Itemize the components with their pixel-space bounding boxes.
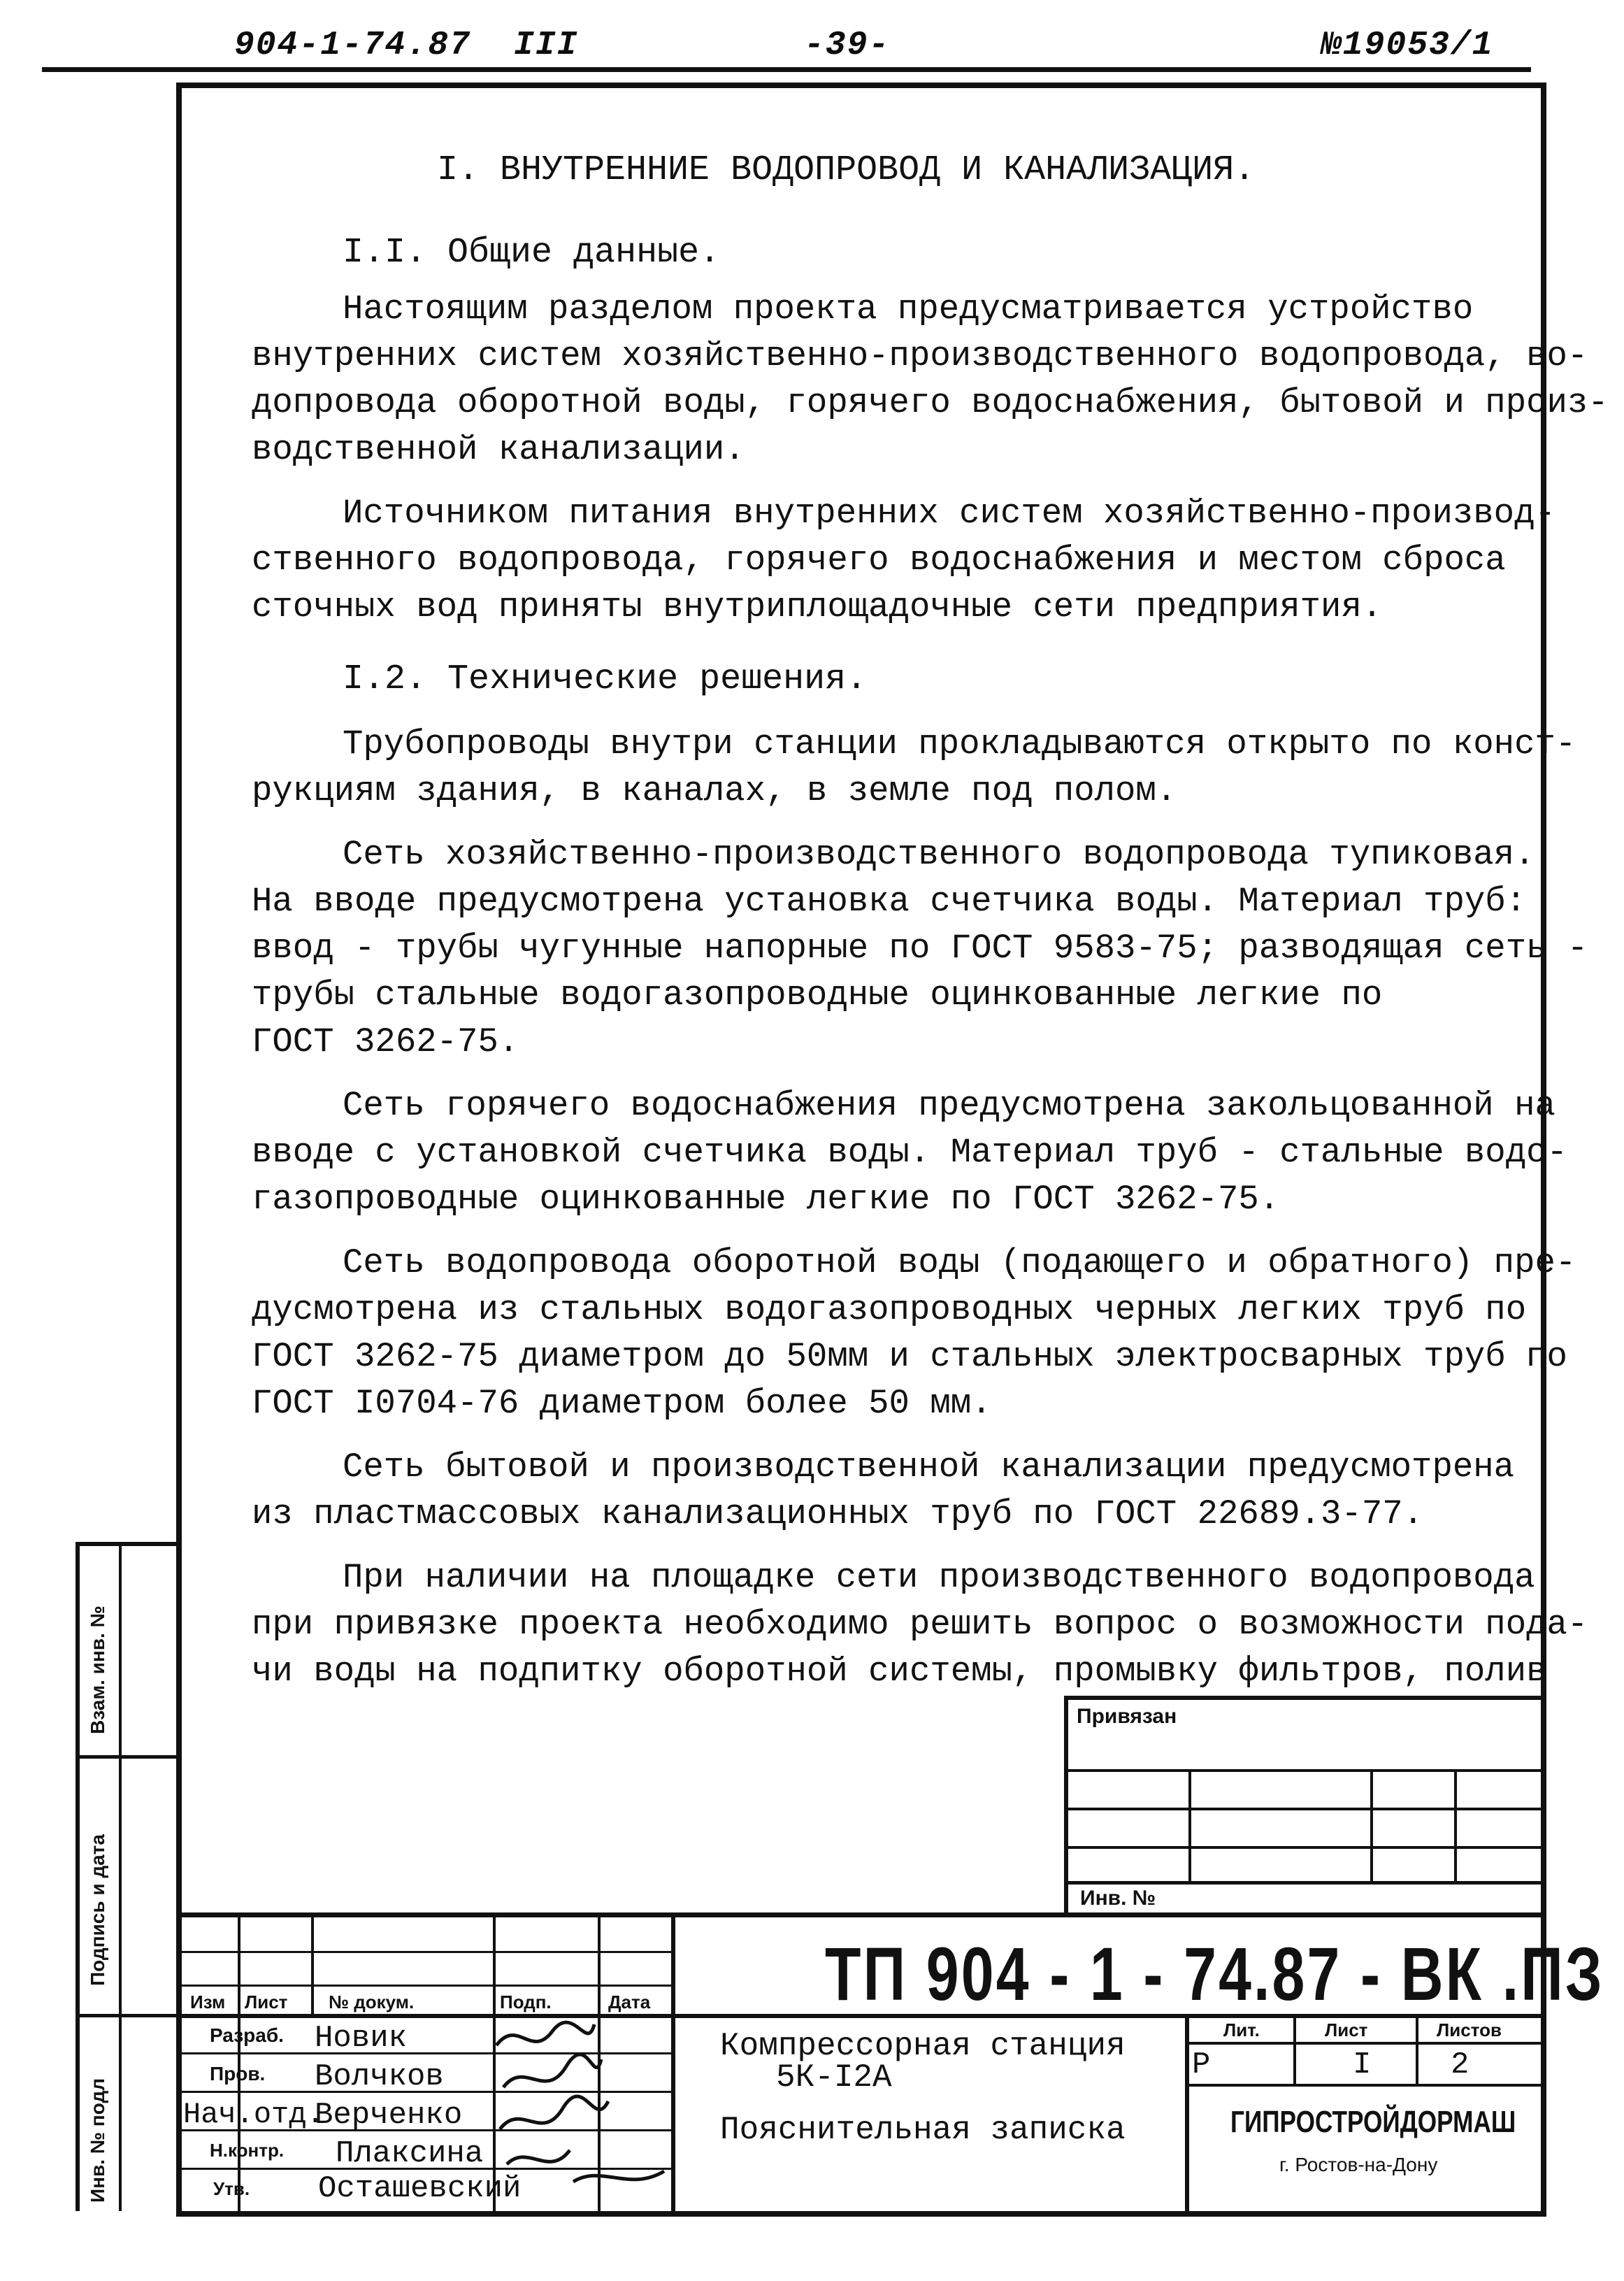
document-title: Пояснительная записка [720,2112,1126,2148]
header-inventory-number: №19053/1 [1321,27,1494,64]
side-label-original-inv: Инв. № подл [87,2078,108,2203]
header-doc-code: 904-1-74.87 [234,27,471,64]
sheets-label: Листов [1437,2019,1502,2040]
paragraph-line: рукциям здания, в каналах, в земле под полом. [252,771,1177,810]
paragraph-line: Настоящим разделом проекта предусматривается устройство [343,289,1474,329]
header-page-number: -39- [804,27,891,64]
paragraph-line: вводе с установкой счетчика воды. Материал труб - стальные водо- [252,1133,1567,1172]
paragraph-line: Источником питания внутренних систем хозяйственно-производ- [343,494,1555,533]
paragraph-line: при привязке проекта необходимо решить вопрос о возможности пода- [252,1605,1588,1644]
paragraph-line: Сеть хозяйственно-производственного водопровода тупиковая. [343,835,1535,874]
privyazan-box-rule [1064,1808,1546,1810]
side-stamp-rule [76,1755,182,1759]
paragraph-line: дусмотрена из стальных водогазопроводных черных легких труб по [252,1290,1527,1329]
document-number: ТП 904 - 1 - 74.87 - ВК .ПЗ [825,1931,1604,2016]
role-checker: Пров. [210,2063,266,2085]
side-stamp-rule [76,2014,182,2017]
privyazan-box-rule [1370,1769,1373,1881]
paragraph-line: Сеть бытовой и производственной канализации предусмотрена [343,1447,1515,1487]
paragraph-line: внутренних систем хозяйственно-производственного водопровода, во- [252,336,1588,376]
title-block-rule [1185,2042,1546,2045]
paragraph-line: водственной канализации. [252,430,745,469]
side-label-sign-date: Подпись и дата [87,1834,108,1986]
sheet-label: Лист [1325,2019,1368,2040]
stage-value: Р [1192,2047,1211,2082]
paragraph-line: газопроводные оцинкованные легкие по ГОСТ 3262-75. [252,1180,1280,1219]
paragraph-line: ГОСТ I0704-76 диаметром более 50 мм. [252,1384,992,1423]
section-title: I. ВНУТРЕННИЕ ВОДОПРОВОД И КАНАЛИЗАЦИЯ. [437,150,1256,190]
col-header-date: Дата [608,1992,651,2012]
col-header-sheet: Лист [245,1992,288,2012]
privyazan-box-rule [1064,1881,1546,1885]
side-stamp-rule [119,1542,122,2211]
paragraph-line: чи воды на подпитку оборотной системы, промывку фильтров, полив [252,1652,1547,1691]
paragraph-line: из пластмассовых канализационных труб по ГОСТ 22689.3-77. [252,1494,1424,1533]
stage-label: Лит. [1223,2019,1260,2040]
name-norm-control: Плаксина [336,2136,484,2171]
col-header-doc-no: № докум. [329,1992,415,2012]
privyazan-label: Привязан [1077,1705,1177,1728]
side-stamp-rule [76,1542,182,1546]
frame-left-border [176,83,182,2215]
privyazan-box-rule [1064,1769,1546,1772]
privyazan-box-rule [1064,1846,1546,1849]
name-developer: Новик [315,2021,408,2056]
paragraph-line: Сеть горячего водоснабжения предусмотрена закольцованной на [343,1086,1555,1125]
paragraph-line: ГОСТ 3262-75 диаметром до 50мм и стальных электросварных труб по [252,1337,1567,1376]
organization-name: ГИПРОСТРОЙДОРМАШ [1230,2105,1516,2139]
title-block-rule [1416,2014,1418,2084]
role-developer: Разраб. [210,2024,284,2046]
name-checker: Волчков [315,2059,444,2094]
paragraph-line: ственного водопровода, горячего водоснабжения и местом сброса [252,541,1506,580]
side-stamp-rule [76,1542,80,2211]
paragraph-line: Трубопроводы внутри станции прокладываются открыто по конст- [343,724,1576,764]
header-mark: III [514,27,579,64]
name-approver: Осташевский [318,2171,522,2206]
name-department-head: Верченко [315,2098,463,2133]
paragraph-line: допровода оборотной воды, горячего водоснабжения, бытовой и произ- [252,383,1609,422]
privyazan-box-rule [1064,1696,1546,1700]
subheading-technical: I.2. Технические решения. [343,659,868,699]
paragraph-line: При наличии на площадке сети производственного водопровода [343,1558,1535,1597]
role-approver: Утв. [213,2178,250,2199]
title-block-rule [311,1912,314,2017]
subheading-general: I.I. Общие данные. [343,233,721,273]
col-header-change: Изм [190,1992,226,2012]
col-header-signature: Подп. [500,1992,552,2012]
role-norm-control: Н.контр. [210,2140,285,2161]
title-block-rule [182,1912,1546,1917]
side-label-replacement-inv: Взам. инв. № [87,1606,108,1734]
paragraph-line: ГОСТ 3262-75. [252,1022,519,1061]
paragraph-line: сточных вод приняты внутриплощадочные сети предприятия. [252,587,1383,627]
paragraph-line: Сеть водопровода оборотной воды (подающего и обратного) пре- [343,1243,1576,1282]
organization-city: г. Ростов-на-Дону [1279,2154,1438,2175]
title-block-rule [1185,2084,1546,2087]
role-department-head: Нач.отд. [183,2098,324,2131]
privyazan-box-rule [1188,1769,1191,1881]
privyazan-inv-label: Инв. № [1080,1887,1156,1910]
object-code: 5К-I2А [776,2059,892,2096]
title-block-rule [671,1912,675,2213]
privyazan-box-rule [1064,1696,1068,1912]
frame-top-border [176,83,1546,88]
header-rule [42,67,1531,72]
object-name: Компрессорная станция [720,2028,1126,2064]
paragraph-line: трубы стальные водогазопроводные оцинкованные легкие по [252,975,1383,1015]
sheet-value: I [1353,2047,1372,2082]
frame-bottom-border [176,2211,1546,2217]
paragraph-line: На вводе предусмотрена установка счетчика воды. Материал труб: [252,882,1527,921]
title-block-rule [182,1985,671,1987]
signatures-scribble [489,2017,671,2206]
privyazan-box-rule [1454,1769,1457,1881]
sheets-value: 2 [1451,2047,1469,2082]
title-block-rule [182,1951,671,1953]
title-block-rule [1293,2014,1296,2084]
paragraph-line: ввод - трубы чугунные напорные по ГОСТ 9583-75; разводящая сеть - [252,929,1588,968]
